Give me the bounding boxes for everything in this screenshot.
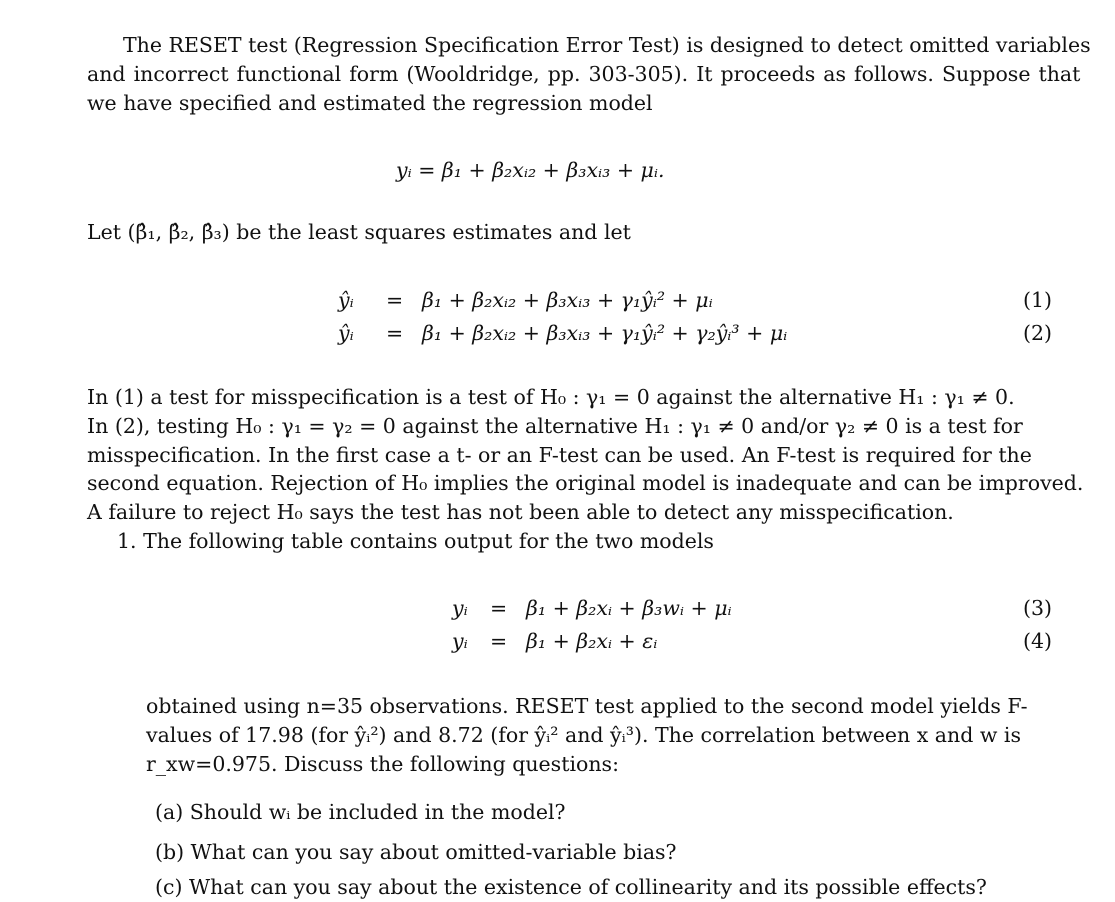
eq2-equals: = xyxy=(386,321,404,345)
eq2-rhs: β₁ + β₂xᵢ₂ + β₃xᵢ₃ + γ₁ŷᵢ² + γ₂ŷᵢ³ + μᵢ xyxy=(422,321,788,345)
intro-line-2: and incorrect functional form (Wooldridge, pp. 303-305). It proceeds as follows. Suppose that xyxy=(87,62,1081,86)
para2-line-4: second equation. Rejection of H₀ implies the original model is inadequate and can be improved. xyxy=(87,471,1084,495)
eq4-number: (4) xyxy=(1022,629,1052,653)
para2-line-5: A failure to reject H₀ says the test has not been able to detect any misspecification. xyxy=(87,500,954,524)
para3-line-1: obtained using n=35 observations. RESET test applied to the second model yields F- xyxy=(146,694,1028,718)
intro-line-3: we have specified and estimated the regression model xyxy=(87,91,653,115)
list-item-1: 1. The following table contains output for the two models xyxy=(117,529,714,553)
question-a: (a) Should wᵢ be included in the model? xyxy=(155,800,566,824)
eq3-lhs: yᵢ xyxy=(452,596,468,620)
para3-line-2: values of 17.98 (for ŷᵢ²) and 8.72 (for ŷᵢ² and ŷᵢ³). The correlation between x and w is xyxy=(146,723,1022,747)
eq3-number: (3) xyxy=(1022,596,1052,620)
intro-line-1: The RESET test (Regression Specification Error Test) is designed to detect omitted variables xyxy=(123,33,1091,57)
eq4-equals: = xyxy=(490,629,508,653)
question-c: (c) What can you say about the existence of collinearity and its possible effects? xyxy=(155,875,987,899)
para2-line-1: In (1) a test for misspecification is a test of H₀ : γ₁ = 0 against the alternative H₁ : γ₁ ≠ 0. xyxy=(87,385,1015,409)
para2-line-3: misspecification. In the first case a t- or an F-test can be used. An F-test is required for the xyxy=(87,443,1032,467)
eq1-equals: = xyxy=(386,288,404,312)
let-line: Let (β̂₁, β̂₂, β̂₃) be the least squares estimates and let xyxy=(87,220,631,244)
eq2-number: (2) xyxy=(1022,321,1052,345)
para2-line-2: In (2), testing H₀ : γ₁ = γ₂ = 0 against the alternative H₁ : γ₁ ≠ 0 and/or γ₂ ≠ 0 is a test for xyxy=(87,414,1023,438)
para3-line-3: r_xw=0.975. Discuss the following questions: xyxy=(146,752,619,776)
eq1-number: (1) xyxy=(1022,288,1052,312)
eq2-lhs: ŷᵢ xyxy=(338,321,354,345)
eq3-rhs: β₁ + β₂xᵢ + β₃wᵢ + μᵢ xyxy=(526,596,732,620)
model-equation: yᵢ = β₁ + β₂xᵢ₂ + β₃xᵢ₃ + μᵢ. xyxy=(396,158,665,182)
eq4-lhs: yᵢ xyxy=(452,629,468,653)
eq1-rhs: β₁ + β₂xᵢ₂ + β₃xᵢ₃ + γ₁ŷᵢ² + μᵢ xyxy=(422,288,713,312)
eq1-lhs: ŷᵢ xyxy=(338,288,354,312)
eq4-rhs: β₁ + β₂xᵢ + εᵢ xyxy=(526,629,658,653)
question-b: (b) What can you say about omitted-variable bias? xyxy=(155,840,677,864)
eq3-equals: = xyxy=(490,596,508,620)
